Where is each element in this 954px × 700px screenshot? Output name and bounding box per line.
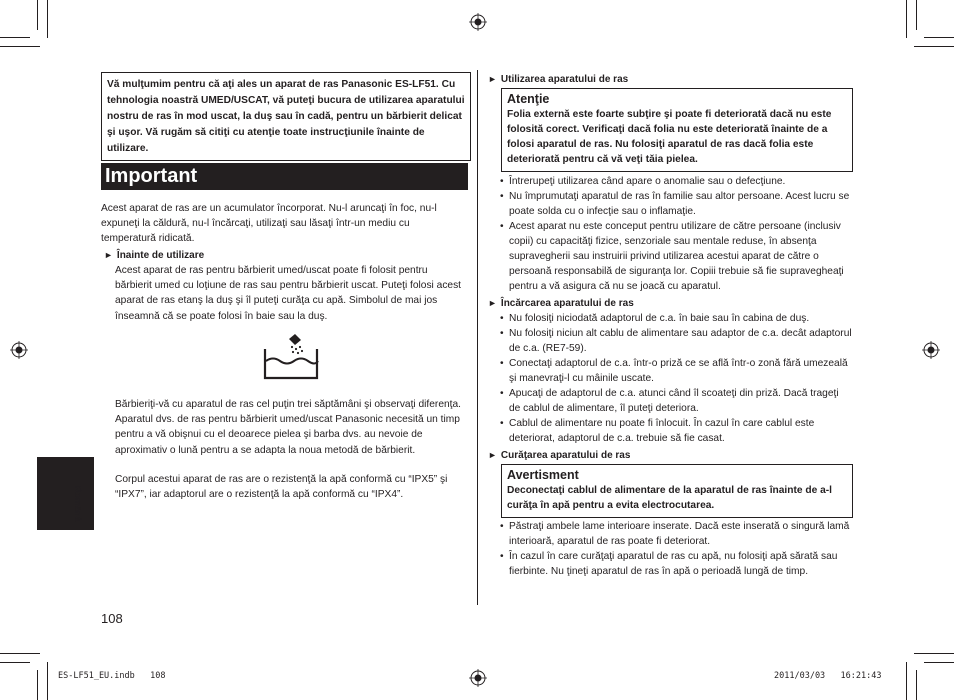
- crop-mark: [916, 670, 917, 700]
- language-tab: [37, 457, 94, 530]
- registration-mark-icon: [469, 13, 487, 31]
- battery-warning-paragraph: Acest aparat de ras are un acumulator încorporat. Nu-l aruncaţi în foc, nu-l expuneţi la căldură, nu-l încărcaţi, utilizaţi sau lăsaţi într-un mediu cu temperatură ridicată.: [101, 203, 437, 245]
- triangle-marker-icon: ►: [104, 250, 113, 260]
- page-number: 108: [101, 611, 123, 626]
- registration-mark-icon: [10, 341, 28, 359]
- intro-box: Vă mulţumim pentru că aţi ales un aparat de ras Panasonic ES-LF51. Cu tehnologia noastră UMED/USCAT, vă puteţi bucura de utilizarea aparatului nostru de ras în mod uscat, la duş sau în cadă, pentru un bărbierit delicat şi uşor. Vă rugăm să citiţi cu atenţie toate instrucţiunile înainte de utilizare.: [101, 72, 471, 161]
- before-use-paragraph: Acest aparat de ras pentru bărbierit umed/uscat poate fi folosit pentru bărbierit umed cu loţiune de ras sau pentru bărbierit uscat. Puteţi folosi acest aparat de ras etanş la duş şi îl puteţi curăţa cu apă. Simbolul de mai jos înseamnă că se poate folosi în baie sau la duş.: [115, 265, 461, 322]
- attention-box: [501, 88, 853, 172]
- attention-body: Folia externă este foarte subţire şi poate fi deteriorată dacă nu este folosită corect. Verificaţi dacă folia nu este deteriorată înainte de a folosi aparatul de ras. Nu folosiţi aparatul de ras dacă folia este deteriorată pentru că vă veţi tăia pielea.: [507, 109, 832, 165]
- cleaning-bullet-list: [500, 519, 852, 579]
- before-use-heading-text: Înainte de utilizare: [116, 250, 205, 261]
- cleaning-heading-text: Curăţarea aparatului de ras: [500, 450, 631, 461]
- list-item: • Acest aparat nu este conceput pentru utilizare de către persoane (inclusiv copii) cu capacităţi fizice, senzoriale sau mentale reduse, în absenţa supravegherii sau instruirii privind utilizarea acestui aparat de către o persoană responsabilă de siguranţa lor. Copiii trebuie să fie supravegheaţi pentru a vă asigura că nu se joacă cu aparatul.: [500, 219, 852, 294]
- charging-bullet-list: [500, 311, 852, 446]
- crop-mark: [37, 0, 38, 30]
- shaving-adaptation-paragraph: Bărbieriţi-vă cu aparatul de ras cel puţin trei săptămâni şi observaţi diferenţa. Aparatul dvs. de ras pentru bărbierit umed/uscat Panasonic necesită un timp pentru a vă obişnui cu el deoarece pielea şi barba dvs. au nevoie de aproximativ o lună pentru a se adapta la noua metodă de bărbierit.: [115, 399, 461, 456]
- use-heading-text: Utilizarea aparatului de ras: [500, 74, 629, 85]
- use-heading: [488, 72, 853, 87]
- charging-heading: [488, 296, 853, 311]
- list-item: • Nu împrumutaţi aparatul de ras în familie sau altor persoane. Acest lucru se poate solda cu o infecţie sau o inflamaţie.: [500, 189, 852, 219]
- crop-mark: [47, 0, 48, 38]
- list-item: • Întrerupeţi utilizarea când apare o anomalie sau o defecţiune.: [500, 174, 852, 189]
- crop-mark: [0, 662, 30, 663]
- footer-file-info: ES-LF51_EU.indb 108: [58, 671, 166, 681]
- language-label: Română: [73, 486, 83, 522]
- crop-mark: [914, 46, 954, 47]
- crop-mark: [0, 46, 40, 47]
- warning-title: Avertisment: [507, 468, 579, 482]
- crop-mark: [47, 662, 48, 700]
- triangle-marker-icon: ►: [488, 298, 497, 308]
- before-use-heading: [104, 248, 464, 263]
- list-item: • Cablul de alimentare nu poate fi înlocuit. În cazul în care cablul este deteriorat, adaptorul de c.a. trebuie să fie casat.: [500, 416, 852, 446]
- crop-mark: [0, 653, 40, 654]
- attention-title: Atenţie: [507, 92, 550, 106]
- use-bullet-list: [500, 174, 852, 294]
- shower-bath-icon: [262, 333, 320, 381]
- list-item: • Apucaţi de adaptorul de c.a. atunci când îl scoateţi din priză. Dacă trageţi de cablul de alimentare, îl puteţi deteriora.: [500, 386, 852, 416]
- list-item: • În cazul în care curăţaţi aparatul de ras cu apă, nu folosiţi apă sărată sau fierbinte. Nu ţineţi aparatul de ras în apă o perioadă lungă de timp.: [500, 549, 852, 579]
- list-item: • Nu folosiţi niciun alt cablu de alimentare sau adaptor de c.a. decât adaptorul de c.a. (RE7-59).: [500, 326, 852, 356]
- registration-mark-icon: [922, 341, 940, 359]
- column-divider: [477, 70, 478, 605]
- crop-mark: [924, 662, 954, 663]
- important-heading: Important: [101, 163, 468, 190]
- crop-mark: [914, 653, 954, 654]
- list-item: • Nu folosiţi niciodată adaptorul de c.a. în baie sau în cabina de duş.: [500, 311, 852, 326]
- triangle-marker-icon: ►: [488, 450, 497, 460]
- crop-mark: [924, 37, 954, 38]
- crop-mark: [0, 37, 30, 38]
- crop-mark: [916, 0, 917, 30]
- list-item: • Păstraţi ambele lame interioare inserate. Dacă este inserată o singură lamă interioară, aparatul de ras poate fi deteriorat.: [500, 519, 852, 549]
- registration-mark-icon: [469, 669, 487, 687]
- crop-mark: [906, 662, 907, 700]
- triangle-marker-icon: ►: [488, 74, 497, 84]
- water-resistance-paragraph: Corpul acestui aparat de ras are o rezistenţă la apă conformă cu “IPX5” şi “IPX7”, iar adaptorul are o rezistenţă la apă conformă cu “IPX4”.: [115, 474, 448, 501]
- cleaning-heading: [488, 448, 853, 463]
- crop-mark: [37, 670, 38, 700]
- list-item: • Conectaţi adaptorul de c.a. într-o priză ce se află într-o zonă fără umezeală şi manevraţi-l cu mâinile uscate.: [500, 356, 852, 386]
- warning-box: [501, 464, 853, 518]
- crop-mark: [906, 0, 907, 38]
- footer-timestamp: 2011/03/03 16:21:43: [774, 671, 882, 681]
- warning-body: Deconectaţi cablul de alimentare de la aparatul de ras înainte de a-l curăţa în apă pentru a evita electrocutarea.: [507, 485, 832, 511]
- charging-heading-text: Încărcarea aparatului de ras: [500, 298, 634, 309]
